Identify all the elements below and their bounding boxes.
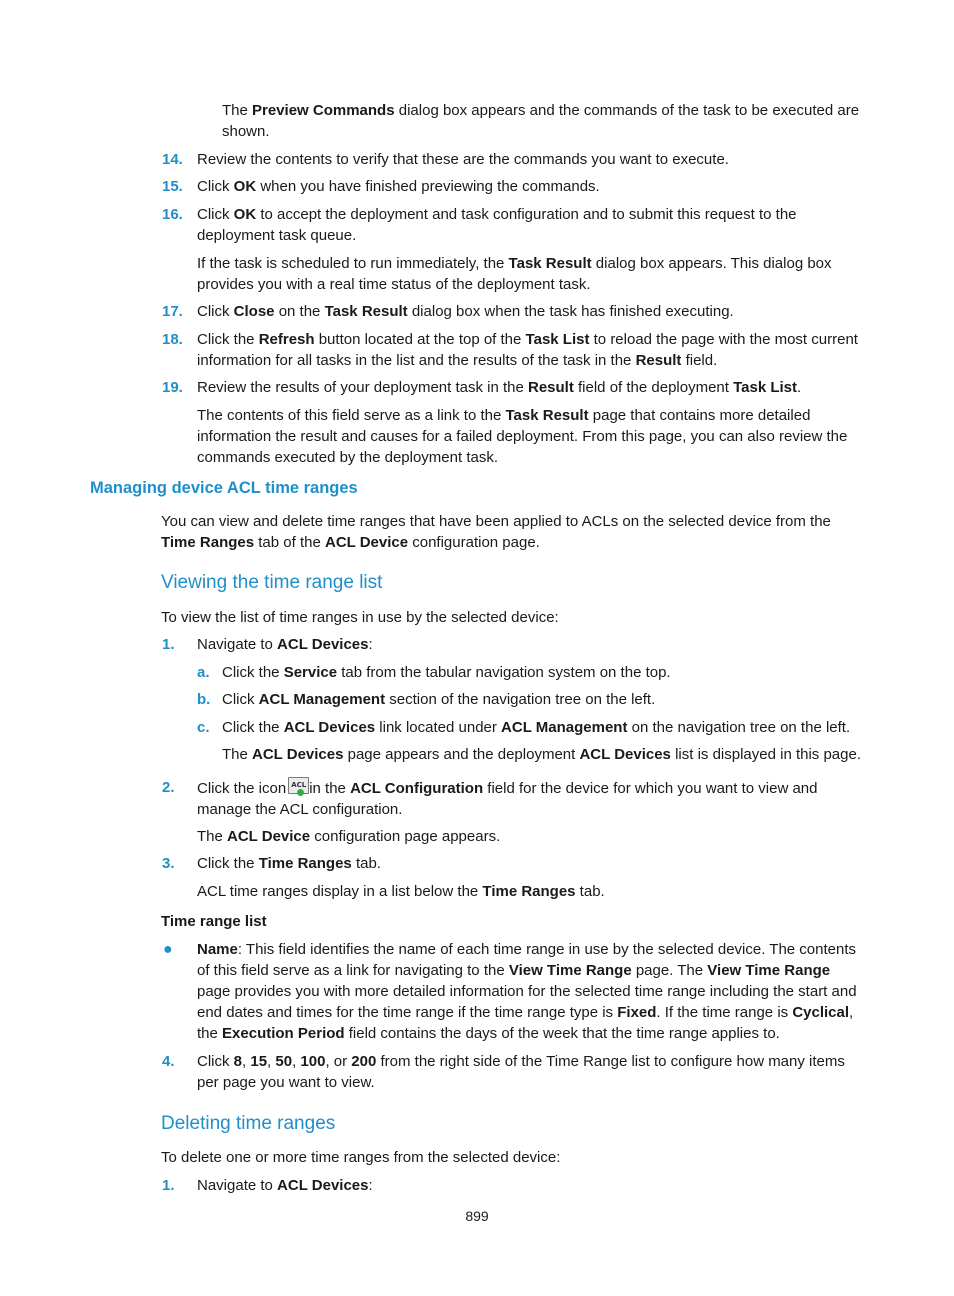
section-intro: You can view and delete time ranges that have been applied to ACLs on the selected device from the Time Ranges tab of the ACL Device configuration page. <box>161 513 831 551</box>
step-19-note: The contents of this field serve as a link to the Task Result page that contains more detailed information the result and causes for a failed deployment. From this page, you can also review the commands executed by the deployment task. <box>197 407 848 466</box>
bullet-dot-icon: ● <box>163 941 173 958</box>
list-heading: Time range list <box>161 913 267 930</box>
substep-letter: b. <box>197 691 211 708</box>
view-step-1c-note: The ACL Devices page appears and the deployment ACL Devices list is displayed in this page. <box>222 746 862 763</box>
view-step-1c-text: Click the ACL Devices link located under ACL Management on the navigation tree on the left. <box>222 719 851 736</box>
step-number: 16. <box>162 206 183 223</box>
subsection-intro: To view the list of time ranges in use by the selected device: <box>161 609 559 626</box>
step-number: 1. <box>162 1177 175 1194</box>
preview-commands-note: The Preview Commands dialog box appears and the commands of the task to be executed are shown. <box>222 102 860 140</box>
step-number: 18. <box>162 331 183 348</box>
view-step-1a-text: Click the Service tab from the tabular navigation system on the top. <box>222 664 671 681</box>
step-17-text: Click Close on the Task Result dialog box when the task has finished executing. <box>197 303 734 320</box>
step-number: 17. <box>162 303 183 320</box>
substep-letter: a. <box>197 664 210 681</box>
subsection-heading: Viewing the time range list <box>161 572 383 593</box>
step-number: 19. <box>162 379 183 396</box>
step-number: 1. <box>162 636 175 653</box>
page-number: 899 <box>465 1208 489 1224</box>
step-number: 14. <box>162 151 183 168</box>
step-18-text: Click the Refresh button located at the top of the Task List to reload the page with the most current information for all tasks in the list and the results of the task in the Result field. <box>197 331 858 369</box>
step-number: 2. <box>162 779 175 796</box>
delete-step-1-text: Navigate to ACL Devices: <box>197 1177 373 1194</box>
step-15-text: Click OK when you have finished previewing the commands. <box>197 178 600 195</box>
subsection-heading: Deleting time ranges <box>161 1113 336 1134</box>
view-step-2-note: The ACL Device configuration page appears. <box>197 828 501 845</box>
acl-configuration-icon[interactable]: ACL <box>288 777 309 795</box>
step-number: 4. <box>162 1053 175 1070</box>
step-16-note: If the task is scheduled to run immediately, the Task Result dialog box appears. This dialog box provides you with a real time status of the deployment task. <box>197 255 832 293</box>
step-14-text: Review the contents to verify that these are the commands you want to execute. <box>197 151 729 168</box>
subsection-intro: To delete one or more time ranges from the selected device: <box>161 1149 561 1166</box>
view-step-4-text: Click 8, 15, 50, 100, or 200 from the right side of the Time Range list to configure how many items per page you want to view. <box>197 1053 845 1091</box>
step-19-text: Review the results of your deployment task in the Result field of the deployment Task List. <box>197 379 802 396</box>
view-step-3-note: ACL time ranges display in a list below the Time Ranges tab. <box>197 883 605 900</box>
step-number: 3. <box>162 855 175 872</box>
view-step-1b-text: Click ACL Management section of the navigation tree on the left. <box>222 691 656 708</box>
view-step-2-text: Click the icon ACL in the ACL Configuration field for the device for which you want to view and manage the ACL configuration. <box>197 777 865 820</box>
view-step-1-text: Navigate to ACL Devices: <box>197 636 373 653</box>
view-step-3-text: Click the Time Ranges tab. <box>197 855 381 872</box>
bullet-name-text: Name: This field identifies the name of each time range in use by the selected device. The contents of this field serve as a link for navigating to the View Time Range page. The View Time Range page provides you with more detailed information for the selected time range including the start and end dates and times for the time range if the time range type is Fixed. If the time range is Cyclical, the Execution Period field contains the days of the week that the time range applies to. <box>197 941 857 1042</box>
step-number: 15. <box>162 178 183 195</box>
substep-letter: c. <box>197 719 210 736</box>
section-heading: Managing device ACL time ranges <box>90 479 358 497</box>
step-16-text: Click OK to accept the deployment and task configuration and to submit this request to the deployment task queue. <box>197 206 797 244</box>
